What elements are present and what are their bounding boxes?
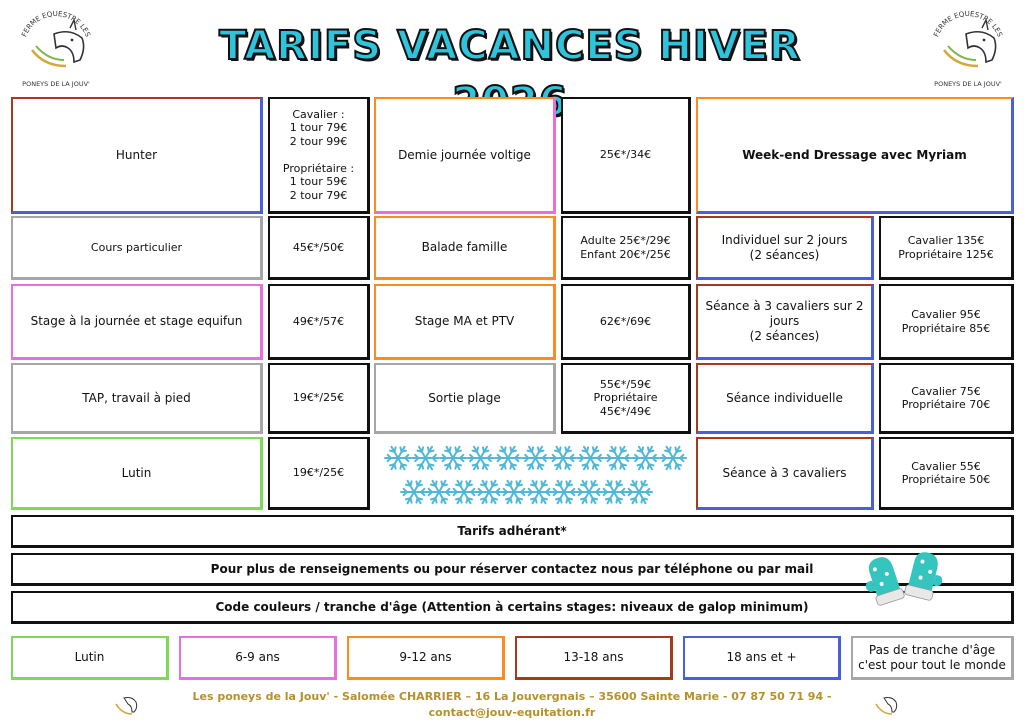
seance-3-cavaliers-2-jours-price-cell: Cavalier 95€ Propriétaire 85€ <box>879 284 1014 360</box>
snowflake-icon <box>626 481 652 504</box>
logo-right <box>926 4 1010 90</box>
snowflake-icon <box>468 447 494 470</box>
snowflakes-decoration <box>376 440 688 510</box>
contact-note: Pour plus de renseignements ou pour réserver contactez nous par téléphone ou par mail <box>11 553 1014 586</box>
svg-text:FERME EQUESTRE LES: FERME EQUESTRE LES <box>932 9 1004 39</box>
snowflake-icon <box>660 447 686 470</box>
mittens-decoration <box>860 550 950 614</box>
page-title: TARIFS VACANCES HIVER <box>219 23 801 69</box>
snowflake-icon <box>426 481 452 504</box>
footer-logo-right <box>872 690 902 718</box>
individuel-2-jours-cell: Individuel sur 2 jours (2 séances) <box>696 216 874 280</box>
snowflake-icon <box>576 481 602 504</box>
svg-text:PONEYS DE LA JOUV': PONEYS DE LA JOUV' <box>934 80 1002 88</box>
sortie-plage-price-cell: 55€*/59€ Propriétaire 45€*/49€ <box>561 363 691 434</box>
snowflake-icon <box>440 447 466 470</box>
legend-lutin: Lutin <box>11 636 169 680</box>
hunter-cell: Hunter <box>11 97 263 214</box>
stage-journee-price-cell: 49€*/57€ <box>268 284 370 360</box>
seance-3-cavaliers-2-jours-cell: Séance à 3 cavaliers sur 2 jours (2 séances) <box>696 284 874 360</box>
snowflake-icon <box>526 481 552 504</box>
snowflake-icon <box>495 447 521 470</box>
individuel-2-jours-price-cell: Cavalier 135€ Propriétaire 125€ <box>879 216 1014 280</box>
snowflake-icon <box>385 447 411 470</box>
snowflake-icon <box>550 447 576 470</box>
snowflake-icon <box>476 481 502 504</box>
snowflake-icon <box>578 447 604 470</box>
legend-9-12-ans: 9-12 ans <box>347 636 505 680</box>
snowflake-icon <box>551 481 577 504</box>
balade-famille-cell: Balade famille <box>374 216 556 280</box>
tap-travail-pied-price-cell: 19€*/25€ <box>268 363 370 434</box>
seance-individuelle-price-cell: Cavalier 75€ Propriétaire 70€ <box>879 363 1014 434</box>
snowflake-icon <box>601 481 627 504</box>
voltige-price-cell: 25€*/34€ <box>561 97 691 214</box>
snowflake-icon <box>451 481 477 504</box>
legend-18-ans-plus: 18 ans et + <box>683 636 841 680</box>
legend-13-18-ans: 13-18 ans <box>515 636 673 680</box>
snowflake-icon <box>523 447 549 470</box>
tap-travail-pied-cell: TAP, travail à pied <box>11 363 263 434</box>
footer-logo-left <box>112 690 142 718</box>
horse-head-icon <box>926 4 1010 90</box>
cours-particulier-cell: Cours particulier <box>11 216 263 280</box>
hunter-price-cell: Cavalier : 1 tour 79€ 2 tour 99€ Propriétaire : 1 tour 59€ 2 tour 79€ <box>268 97 370 214</box>
snowflake-icon <box>413 447 439 470</box>
balade-famille-price-cell: Adulte 25€*/29€ Enfant 20€*/25€ <box>561 216 691 280</box>
stage-ma-ptv-price-cell: 62€*/69€ <box>561 284 691 360</box>
cours-particulier-price-cell: 45€*/50€ <box>268 216 370 280</box>
snowflake-icon <box>605 447 631 470</box>
snowflake-icon <box>501 481 527 504</box>
seance-3-cavaliers-price-cell: Cavalier 55€ Propriétaire 50€ <box>879 437 1014 510</box>
snowflake-icon <box>376 440 688 510</box>
logo-left <box>14 4 98 90</box>
stage-journee-cell: Stage à la journée et stage equifun <box>11 284 263 360</box>
voltige-cell: Demie journée voltige <box>374 97 556 214</box>
code-couleurs-note: Code couleurs / tranche d'âge (Attention à certains stages: niveaux de galop minimum) <box>11 591 1014 624</box>
svg-text:PONEYS DE LA JOUV': PONEYS DE LA JOUV' <box>22 80 90 88</box>
sortie-plage-cell: Sortie plage <box>374 363 556 434</box>
horse-head-icon <box>14 4 98 90</box>
legend-6-9-ans: 6-9 ans <box>179 636 337 680</box>
snowflake-icon <box>401 481 427 504</box>
horse-head-icon <box>872 690 902 718</box>
stage-ma-ptv-cell: Stage MA et PTV <box>374 284 556 360</box>
legend-tout-le-monde: Pas de tranche d'âge c'est pour tout le monde <box>851 636 1014 680</box>
footer-email[interactable]: contact@jouv-equitation.fr <box>428 706 596 719</box>
mittens-icon <box>860 550 950 614</box>
footer-address: Les poneys de la Jouv' - Salomée CHARRIER – 16 La Jouvergnais – 35600 Sainte Marie - 07 87 50 71 94 - <box>192 690 832 703</box>
seance-3-cavaliers-cell: Séance à 3 cavaliers <box>696 437 874 510</box>
svg-text:FERME EQUESTRE LES: FERME EQUESTRE LES <box>20 9 92 39</box>
tarifs-adherant-note: Tarifs adhérant* <box>11 515 1014 548</box>
snowflake-icon <box>633 447 659 470</box>
lutin-cell: Lutin <box>11 437 263 510</box>
horse-head-icon <box>112 690 142 718</box>
seance-individuelle-cell: Séance individuelle <box>696 363 874 434</box>
dressage-weekend-cell: Week-end Dressage avec Myriam <box>696 97 1014 214</box>
lutin-price-cell: 19€*/25€ <box>268 437 370 510</box>
